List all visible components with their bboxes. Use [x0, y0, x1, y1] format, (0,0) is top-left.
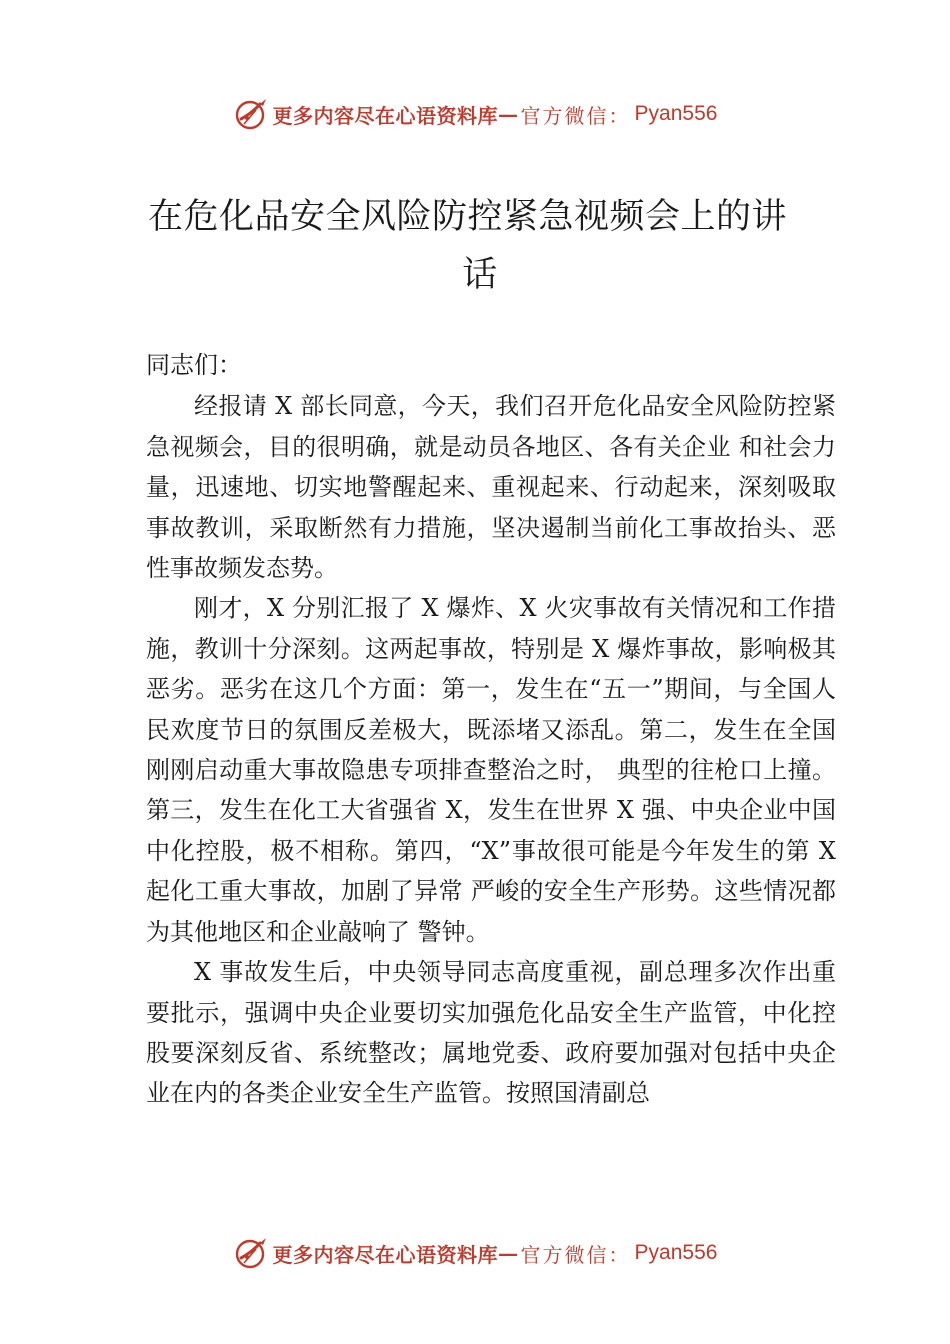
body-paragraph-1: 经报请 X 部长同意，今天，我们召开危化品安全风险防控紧急视频会，目的很明确，就是动员各地区、各有关企业 和社会力量，迅速地、切实地警醒起来、重视起来、行动起来，深刻吸取事故教训，采取断然有力措施，坚决遏制当前化工事故抬头、恶性事故频发态势。 [146, 392, 836, 583]
header-watermark [0, 94, 950, 134]
body-paragraph-2: 刚才，X 分别汇报了 X 爆炸、X 火灾事故有关情况和工作措施，教训十分深刻。这两起事故，特别是 X 爆炸事故，影响极其恶劣。恶劣在这几个方面：第一，发生在“五一”期间，与全国人民欢度节日的氛围反差极大，既添堵又添乱。第二，发生在全国刚刚启动重大事故隐患专项排查整治之时， 典型的往枪口上撞。第三，发生在化工大省强省 X，发生在世界 X 强、中央企业中国中化控股，极不相称。第四，“X”事故很可能是今年发生的第 X 起化工重大事故，加剧了异常 严峻的安全生产形势。这些情况都为其他地区和企业敲响了 警钟。 [146, 594, 836, 946]
watermark-wechat-id: Pyan556 [634, 1241, 718, 1264]
document-title [148, 188, 808, 304]
body-paragraph-3: X 事故发生后，中央领导同志高度重视，副总理多次作出重要批示，强调中央企业要切实加强危化品安全生产监管，中化控股要深刻反省、系统整改；属地党委、政府要加强对包括中央企业在内的各类企业安全生产监管。按照国清副总 [146, 958, 836, 1108]
watermark-site-name: 更多内容尽在心语资料库 [272, 103, 499, 128]
title-line-2: 话 [462, 255, 498, 295]
quill-pen-seal-icon [233, 96, 269, 132]
quill-pen-seal-icon [233, 1235, 269, 1271]
watermark-site-name: 更多内容尽在心语资料库 [272, 1242, 499, 1267]
watermark-wechat-id: Pyan556 [634, 102, 718, 125]
title-line-1: 在危化品安全风险防控紧急视频会上的讲 [148, 197, 788, 237]
watermark-separator: — [498, 1241, 519, 1265]
footer-watermark [0, 1233, 950, 1273]
watermark-separator: — [498, 102, 519, 126]
salutation: 同志们： [146, 351, 242, 379]
watermark-wechat-label: 官方微信： [520, 103, 631, 128]
watermark-wechat-label: 官方微信： [520, 1242, 631, 1267]
document-body [146, 345, 836, 1114]
